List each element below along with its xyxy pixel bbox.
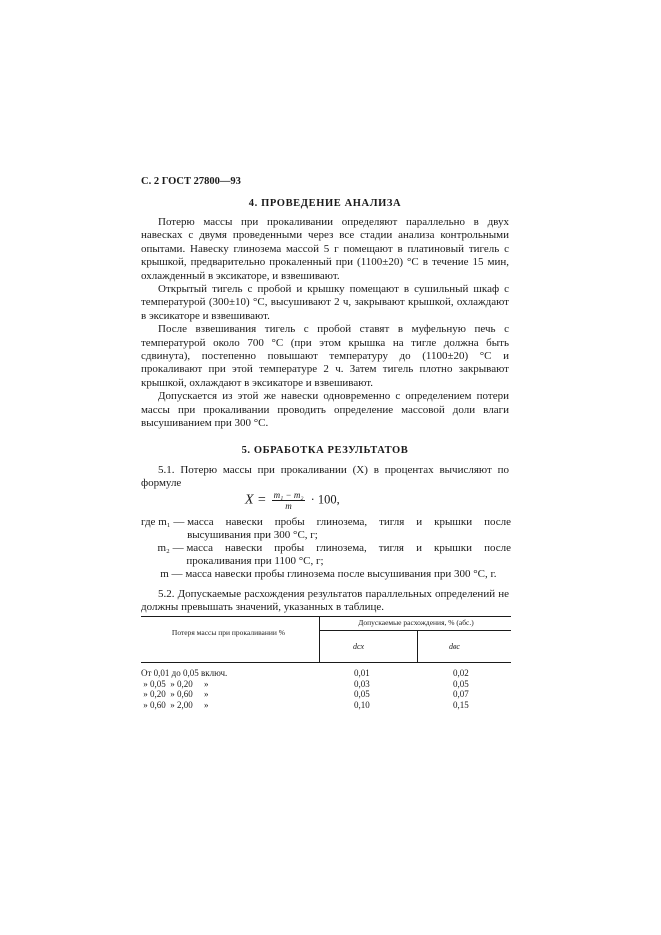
table-col3-header: dвс [449, 642, 460, 651]
table-top-rule [141, 616, 511, 617]
paragraph-5-2: 5.2. Допускаемые расхождения результатов параллельных определений не должны превышать значений, указанных в таблице. [141, 588, 509, 614]
formula-lhs: X = [245, 492, 267, 508]
table-col1-header: Потеря массы при прокаливании % [171, 628, 286, 637]
definition-row [141, 568, 511, 581]
range-cell: От 0,01 до 0,05 включ. [141, 668, 228, 678]
dsx-cell: 0,03 [354, 678, 370, 689]
paragraph: Открытый тигель с пробой и крышку помещают в сушильный шкаф с температурой (300±10) °С, высушивают 2 ч, закрывают крышкой, охлаждают в эксикаторе и взвешивают. [141, 283, 509, 322]
table-divider [417, 630, 418, 662]
table-divider [319, 630, 511, 631]
table-header-rule [141, 662, 511, 663]
table-col2-header: dсх [353, 642, 364, 651]
definition-symbol: где m₁ — [141, 516, 188, 528]
range-cell: » 0,20 » 0,60 » [141, 689, 209, 699]
dsx-cell: 0,01 [354, 668, 370, 678]
formula-numerator: m₁ − m₂ [273, 490, 304, 500]
definition-text: масса навески пробы глинозема после высушивания при 300 °С, г. [185, 568, 497, 580]
dvs-cell: 0,05 [453, 678, 469, 689]
paragraph: Потерю массы при прокаливании определяют параллельно в двух навесках с двумя проведенными через все стадии анализа контрольными опытами. Навеску глинозема массой 5 г помещают в платиновый тигель с крышкой, предварительно прокаленный при (1100±20) °С в течение 15 мин, охлажденный в эксикаторе, и взвешивают. [141, 216, 509, 282]
definition-symbol: m — [141, 568, 186, 580]
table-row [141, 679, 511, 690]
range-cell: » 0,60 » 2,00 » [141, 699, 209, 710]
formula-rhs: · 100, [310, 492, 340, 507]
definition-row [141, 542, 511, 568]
definition-text: масса навески пробы глинозема, тигля и крышки после высушивания при 300 °С, г; [187, 516, 511, 541]
dsx-cell: 0,05 [354, 689, 370, 699]
definition-row [141, 516, 511, 542]
dvs-cell: 0,02 [453, 668, 469, 678]
dvs-cell: 0,07 [453, 689, 469, 699]
range-cell: » 0,05 » 0,20 » [141, 678, 209, 689]
section-5-title: 5. ОБРАБОТКА РЕЗУЛЬТАТОВ [241, 445, 409, 456]
table-divider [319, 616, 320, 662]
definition-text: масса навески пробы глинозема, тигля и крышки после прокаливания при 1100 °С, г; [186, 542, 511, 567]
formula-fraction [272, 490, 306, 511]
table-group-header: Допускаемые расхождения, % (абс.) [358, 618, 474, 627]
table-row [141, 689, 511, 700]
section-4-body [141, 216, 509, 431]
formula-denominator: m [285, 501, 292, 511]
loss-formula [245, 490, 340, 511]
paragraph: Допускается из этой же навески одновременно с определением потери массы при прокаливании проводить определение массовой доли влаги высушиванием при 300 °С. [141, 390, 509, 430]
definition-symbol: m₂ — [141, 542, 187, 554]
page-header: С. 2 ГОСТ 27800—93 [141, 176, 241, 187]
dvs-cell: 0,15 [453, 699, 469, 710]
table-body [141, 668, 511, 710]
dsx-cell: 0,10 [354, 699, 370, 710]
table-row [141, 668, 511, 679]
paragraph: После взвешивания тигель с пробой ставят в муфельную печь с температурой около 700 °С (при этом крышка на тигле должна быть сдвинута), постепенно повышают температуру до (1100±20) °С и прокаливают при этой температуре 2 ч. Затем тигель плотно закрывают крышкой, охлаждают в эксикаторе и взвешивают. [141, 323, 509, 389]
table-row [141, 700, 511, 711]
formula-definitions [141, 516, 511, 581]
section-4-title: 4. ПРОВЕДЕНИЕ АНАЛИЗА [248, 198, 402, 209]
paragraph-5-1: 5.1. Потерю массы при прокаливании (X) в процентах вычисляют по формуле [141, 464, 509, 490]
